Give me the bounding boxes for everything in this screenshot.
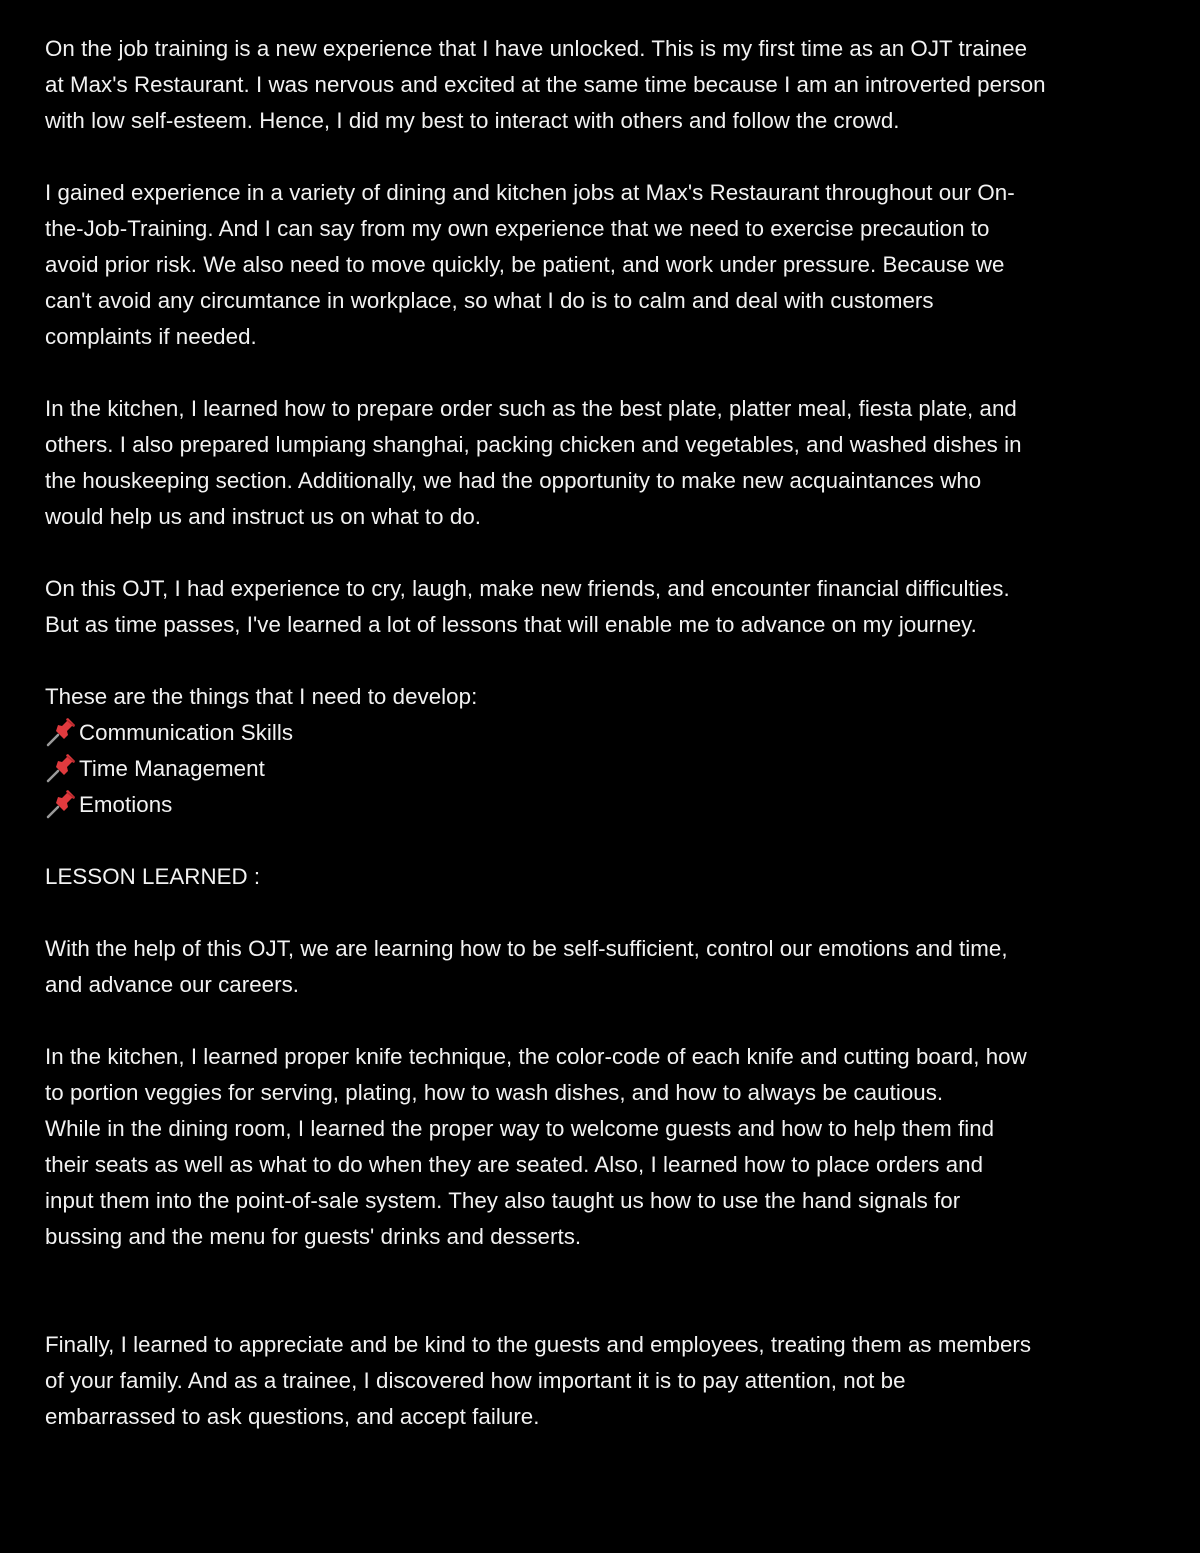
list-item [45,751,1160,787]
paragraph-spacer [45,535,1160,571]
paragraph-conclusion: Finally, I learned to appreciate and be kind to the guests and employees, treating them as members of your family. And as a trainee, I discovered how important it is to pay attention, not be embarrassed to ask questions, and accept failure. [45,1332,1032,1429]
document-body [45,31,1160,1435]
develop-list [45,715,1160,823]
pushpin-icon [45,751,79,787]
pushpin-icon [45,715,79,751]
list-item [45,787,1160,823]
develop-intro: These are the things that I need to develop: [45,684,478,709]
paragraph-intro: On the job training is a new experience that I have unlocked. This is my first time as an OJT trainee at Max's Restaurant. I was nervous and excited at the same time because I am an introverted person with low self-esteem. Hence, I did my best to interact with others and follow the crowd. [45,36,1046,133]
pushpin-icon [45,787,79,823]
paragraph-spacer [45,1255,1160,1327]
list-item-label: Communication Skills [79,720,294,745]
paragraph-kitchen-dining-lessons: In the kitchen, I learned proper knife technique, the color-code of each knife and cutting board, how to portion veggies for serving, plating, how to wash dishes, and how to always be cautious. While in the dining room, I learned the proper way to welcome guests and how to help them find their seats as well as what to do when they are seated. Also, I learned how to place orders and input them into the point-of-sale system. They also taught us how to use the hand signals for bussing and the menu for guests' drinks and desserts. [45,1044,1027,1249]
paragraph-spacer [45,643,1160,679]
paragraph-spacer [45,139,1160,175]
list-item-label: Time Management [79,756,265,781]
paragraph-spacer [45,355,1160,391]
paragraph-ojt-help: With the help of this OJT, we are learning how to be self-sufficient, control our emotions and time, and advance our careers. [45,936,1008,997]
paragraph-spacer [45,895,1160,931]
paragraph-kitchen-tasks: In the kitchen, I learned how to prepare order such as the best plate, platter meal, fiesta plate, and others. I also prepared lumpiang shanghai, packing chicken and vegetables, and washed dishes in the houskeeping section. Additionally, we had the opportunity to make new acquaintances who would help us and instruct us on what to do. [45,396,1022,529]
paragraph-experience: I gained experience in a variety of dining and kitchen jobs at Max's Restaurant throughout our On- the-Job-Training. And I can say from my own experience that we need to exercise precaution to avoid prior risk. We also need to move quickly, be patient, and work under pressure. Because we can't avoid any circumtance in workplace, so what I do is to calm and deal with customers complaints if needed. [45,180,1015,349]
paragraph-ojt-feelings: On this OJT, I had experience to cry, laugh, make new friends, and encounter financial difficulties. But as time passes, I've learned a lot of lessons that will enable me to advance on my journey. [45,576,1010,637]
paragraph-spacer [45,823,1160,859]
list-item [45,715,1160,751]
list-item-label: Emotions [79,792,173,817]
paragraph-spacer [45,1003,1160,1039]
lesson-learned-heading: LESSON LEARNED : [45,864,261,889]
